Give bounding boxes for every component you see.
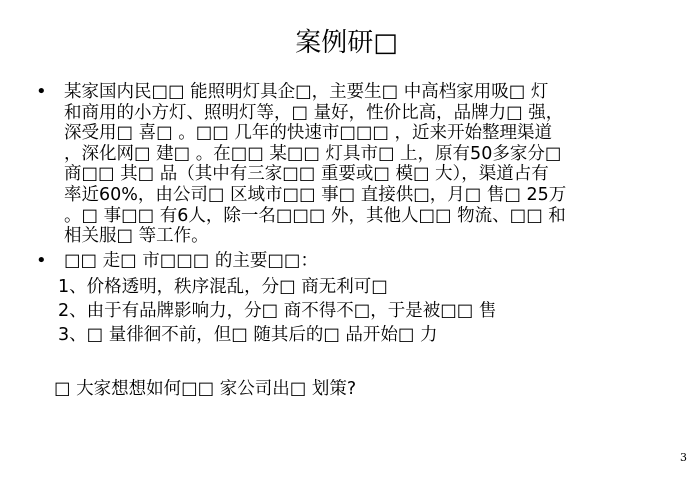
paragraph-line: 率近60%，由公司□ 区域市□□ 事□ 直接供□，月□ 售□ 25万 xyxy=(64,184,567,205)
paragraph-line: ，深化网□ 建□ 。在□□ 某□□ 灯具市□ 上，原有50多家分□ xyxy=(64,143,562,164)
numbered-list xyxy=(58,275,496,347)
bullet-paragraph-problems xyxy=(64,251,654,272)
paragraph-line: 商□□ 其□ 品（其中有三家□□ 重要或□ 模□ 大），渠道占有 xyxy=(64,164,549,185)
numbered-item: 1、价格透明，秩序混乱，分□ 商无利可□ xyxy=(58,277,388,297)
closing-question: □ 大家想想如何□□ 家公司出□ 划策? xyxy=(54,379,357,399)
paragraph-line: 深受用□ 喜□ 。□□ 几年的快速市□□□ ，近来开始整理渠道 xyxy=(64,123,552,144)
paragraph-line: 相关服□ 等工作。 xyxy=(64,226,209,247)
bullet-marker: • xyxy=(36,250,47,271)
numbered-item: 3、□ 量徘徊不前，但□ 随其后的□ 品开始□ 力 xyxy=(58,325,438,345)
paragraph-line: 某家国内民□□ 能照明灯具企□，主要生□ 中高档家用吸□ 灯 xyxy=(64,82,549,102)
paragraph-line: 和商用的小方灯、照明灯等，□ 量好，性价比高，品牌力□ 强， xyxy=(64,102,564,123)
paragraph-line: □□ 走□ 市□□□ 的主要□□： xyxy=(64,251,318,271)
bullet-paragraph-background xyxy=(64,82,654,247)
page-number: 3 xyxy=(680,451,687,464)
numbered-item: 2、由于有品牌影响力，分□ 商不得不□，于是被□□ 售 xyxy=(58,301,497,321)
bullet-marker: • xyxy=(36,81,47,102)
slide-title: 案例研□ xyxy=(295,28,398,58)
paragraph-line: 。□ 事□□ 有6人，除一名□□□ 外，其他人□□ 物流、□□ 和 xyxy=(64,205,566,226)
